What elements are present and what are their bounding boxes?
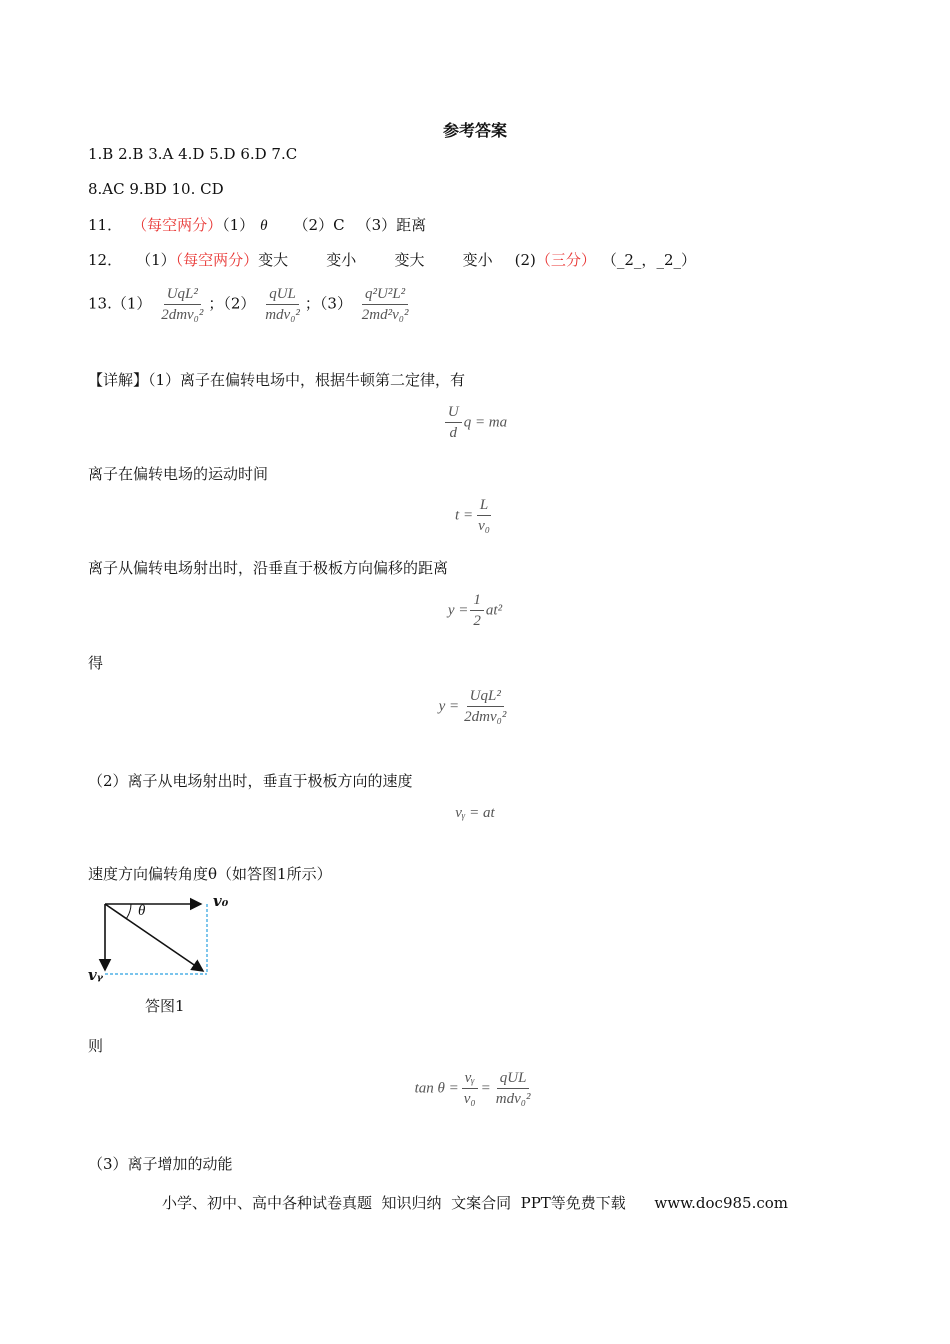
equation-4: y = $\frac{\text{UqL²}}{\text{2dmv₀²}}$ (438, 688, 507, 725)
q11-theta: θ (260, 218, 268, 234)
answers-row-2: 8.AC 9.BD 10. CD (88, 180, 224, 198)
displacement-text: 离子从偏转电场射出时，沿垂直于极板方向偏移的距离 (88, 559, 449, 577)
fig-caption: 答图1 (145, 997, 185, 1015)
q11-part2: （2）C (293, 216, 345, 234)
q12-close: ） (680, 251, 696, 269)
q11-part3: （3）距离 (356, 216, 427, 234)
q13-fraction-1: $\frac{\text{UqL²}}{\text{2dmv₀²}}$ (161, 286, 204, 323)
q12-comma: ， (641, 251, 657, 269)
de-text: 得 (88, 654, 104, 672)
velocity-arrow (105, 904, 203, 971)
q13-fraction-3: $\frac{\text{q²U²L²}}{\text{2md²v₀²}}$ (361, 286, 409, 323)
answer-12 (88, 249, 696, 270)
q12-note1: （每空两分） (175, 251, 259, 269)
answer-13 (88, 284, 413, 325)
q12-note2: （三分） (535, 251, 596, 269)
fig-v0-label: v₀ (213, 892, 229, 910)
fig-theta-label: θ (138, 903, 146, 919)
time-text: 离子在偏转电场的运动时间 (88, 465, 269, 483)
detail-intro: 【详解】（1）离子在偏转电场中，根据牛顿第二定律，有 (88, 371, 466, 389)
answer-11 (88, 214, 426, 235)
angle-text: 速度方向偏转角度θ（如答图1所示） (88, 865, 332, 883)
q13-sep1: ；（2） (208, 294, 256, 313)
q13-number: 13.（1） (88, 294, 152, 313)
q12-value2: _2_ (656, 251, 681, 269)
equation-2: t = $\frac{L}{\text{v₀}}$ (455, 497, 490, 534)
answers-row-1: 1.B 2.B 3.A 4.D 5.D 6.D 7.C (88, 145, 298, 163)
q13-sep2: ；（3） (304, 294, 352, 313)
q11-part1: （1） (222, 216, 255, 234)
equation-1: $\frac{U}{d}$ q = ma (0, 402, 950, 443)
fig-vy-label: vᵧ (88, 966, 103, 984)
q12-part1: （1） (136, 251, 176, 269)
part2-text: （2）离子从电场射出时，垂直于极板方向的速度 (88, 772, 413, 790)
equation-3: y = $\frac{1}{2}$ at² (447, 592, 503, 629)
part3-text: （3）离子增加的动能 (88, 1155, 233, 1173)
equation-5: vᵧ = at (455, 805, 495, 821)
footer-text: 小学、初中、高中各种试卷真题 知识归纳 文案合同 PPT等免费下载 www.doc985.com (162, 1194, 789, 1212)
q11-note: （每空两分） (132, 216, 223, 234)
q12-number: 12． (88, 251, 123, 269)
page-title: 参考答案 (442, 121, 507, 140)
q12-part2: (2) (514, 251, 536, 269)
q11-number: 11． (88, 216, 123, 234)
ze-text: 则 (88, 1037, 104, 1055)
q12-values: 变大 变小 变大 变小 (258, 251, 493, 269)
q12-open: （ (601, 251, 617, 269)
q12-value1: _2_ (616, 251, 642, 269)
equation-6: tan θ = $\frac{\text{vᵧ}}{\text{v₀}}$ = $\frac{\text{qUL}}{\text{mdv₀²}}$ (414, 1070, 531, 1107)
q13-fraction-2: $\frac{\text{qUL}}{\text{mdv₀²}}$ (265, 286, 300, 323)
